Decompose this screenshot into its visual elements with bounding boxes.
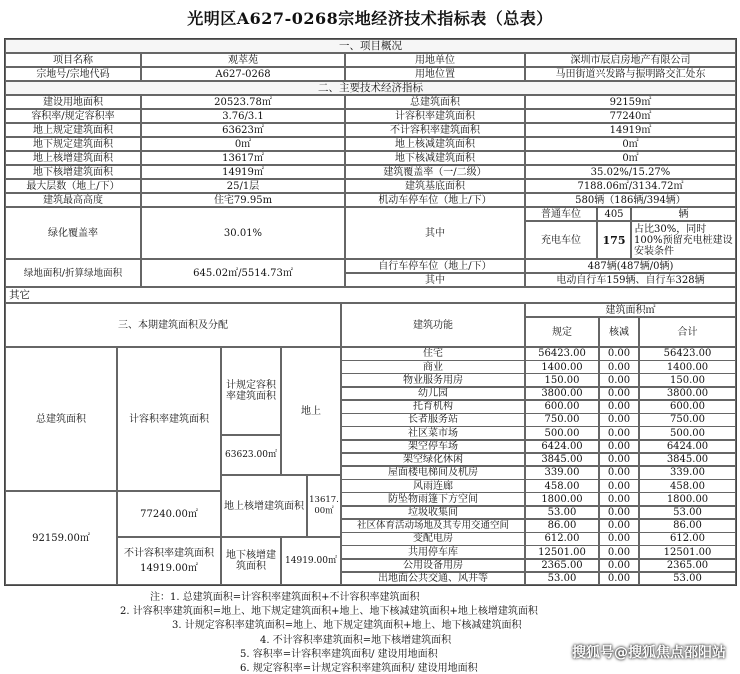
bike-detail: 电动自行车159辆、自行车328辆 — [525, 273, 736, 287]
reduced-area: 0.00 — [599, 453, 639, 467]
underground-bonus-value: 14919.00㎡ — [281, 537, 341, 585]
note-line: 4. 不计容积率建筑面积=地下核增建筑面积 — [260, 635, 452, 646]
reduced-area: 0.00 — [599, 373, 639, 387]
tech-label: 地下核减建筑面积 — [345, 151, 525, 165]
regular-parking-count: 405 — [597, 207, 631, 221]
total-area: 53.00 — [639, 506, 736, 520]
tech-value: 13617㎡ — [141, 151, 345, 165]
specified-area: 3800.00 — [525, 387, 599, 401]
counted-area-value: 77240.00㎡ — [117, 491, 221, 537]
note-line: 3. 计规定容积率建筑面积=地上、地下规定建筑面积+地上、地下核减建筑面积 — [172, 620, 522, 631]
green-area-label: 绿地面积/折算绿地面积 — [5, 259, 141, 287]
charging-parking-note: 占比30%，同时100%预留充电桩建设安装条件 — [631, 221, 736, 259]
section-area-allocation: 三、本期建筑面积及分配 — [5, 303, 341, 347]
total-area: 6424.00 — [639, 440, 736, 454]
specified-area: 458.00 — [525, 479, 599, 493]
tech-label: 不计容积率建筑面积 — [345, 123, 525, 137]
function-name: 风雨连廊 — [341, 479, 525, 493]
tech-label: 建筑最高高度 — [5, 193, 141, 207]
tech-label: 建筑基底面积 — [345, 179, 525, 193]
tech-value: 14919㎡ — [525, 123, 736, 137]
regular-parking-label: 普通车位 — [525, 207, 597, 221]
tech-label: 建筑覆盖率（一/二级） — [345, 165, 525, 179]
overview-label: 宗地号/宗地代码 — [5, 67, 141, 81]
section-other: 其它 — [5, 287, 736, 303]
total-area-label: 总建筑面积 — [5, 347, 117, 491]
tech-label: 容积率/规定容积率 — [5, 109, 141, 123]
reduced-area: 0.00 — [599, 492, 639, 506]
reduced-area: 0.00 — [599, 466, 639, 480]
specified-area: 1800.00 — [525, 492, 599, 506]
specified-area: 53.00 — [525, 506, 599, 520]
total-area: 2365.00 — [639, 559, 736, 573]
specified-area: 750.00 — [525, 413, 599, 427]
parking-among-label: 其中 — [345, 207, 525, 259]
not-counted-area-value: 14919.00㎡ — [140, 563, 198, 574]
specified-area: 1400.00 — [525, 360, 599, 374]
tech-label: 建设用地面积 — [5, 95, 141, 109]
total-area: 3800.00 — [639, 387, 736, 401]
function-name: 屋面楼电梯间及机房 — [341, 466, 525, 480]
reduced-area: 0.00 — [599, 360, 639, 374]
tech-label: 地上核增建筑面积 — [5, 151, 141, 165]
function-name: 商业 — [341, 360, 525, 374]
reduced-area: 0.00 — [599, 400, 639, 414]
col-reduced: 核减 — [599, 317, 639, 347]
function-name: 社区体育活动场地及其专用交通空间 — [341, 519, 525, 533]
above-ground-bonus-value: 13617.00㎡ — [307, 475, 341, 537]
total-area: 600.00 — [639, 400, 736, 414]
specified-area: 12501.00 — [525, 545, 599, 559]
total-area-value: 92159.00㎡ — [5, 491, 117, 585]
tech-label: 最大层数（地上/下） — [5, 179, 141, 193]
function-name: 长者服务站 — [341, 413, 525, 427]
specified-area: 3845.00 — [525, 453, 599, 467]
overview-label: 用地单位 — [345, 53, 525, 67]
total-area: 3845.00 — [639, 453, 736, 467]
not-counted-area — [117, 537, 221, 585]
reduced-area: 0.00 — [599, 387, 639, 401]
specified-area: 86.00 — [525, 519, 599, 533]
section-tech: 二、主要技术经济指标 — [5, 81, 736, 95]
total-area: 56423.00 — [639, 347, 736, 361]
total-area: 53.00 — [639, 572, 736, 586]
charging-parking-count: 175 — [597, 221, 631, 259]
tech-value: 14919㎡ — [141, 165, 345, 179]
green-coverage-value: 30.01% — [141, 207, 345, 259]
specified-area: 150.00 — [525, 373, 599, 387]
specified-area: 56423.00 — [525, 347, 599, 361]
specified-area: 500.00 — [525, 426, 599, 440]
specified-area: 2365.00 — [525, 559, 599, 573]
specified-area: 53.00 — [525, 572, 599, 586]
tech-value: 63623㎡ — [141, 123, 345, 137]
note-line: 2. 计容积率建筑面积=地上、地下规定建筑面积+地上、地下核减建筑面积+地上核增建筑面积 — [120, 606, 538, 617]
total-area: 750.00 — [639, 413, 736, 427]
area-head: 建筑面积㎡ — [525, 303, 736, 317]
above-ground-label: 地上 — [281, 347, 341, 475]
regular-parking-unit: 辆 — [631, 207, 736, 221]
specified-ratio-area-value: 63623.00㎡ — [221, 435, 281, 475]
index-table — [4, 38, 737, 586]
tech-label: 机动车停车位（地上/下） — [345, 193, 525, 207]
specified-area: 6424.00 — [525, 440, 599, 454]
total-area: 458.00 — [639, 479, 736, 493]
specified-area: 612.00 — [525, 532, 599, 546]
function-name: 托育机构 — [341, 400, 525, 414]
tech-value: 92159㎡ — [525, 95, 736, 109]
charging-parking-label: 充电车位 — [525, 221, 597, 259]
function-name: 社区菜市场 — [341, 426, 525, 440]
total-area: 1800.00 — [639, 492, 736, 506]
reduced-area: 0.00 — [599, 413, 639, 427]
specified-area: 339.00 — [525, 466, 599, 480]
total-area: 150.00 — [639, 373, 736, 387]
specified-area: 600.00 — [525, 400, 599, 414]
function-name: 垃圾收集间 — [341, 506, 525, 520]
note-line: 注：1. 总建筑面积=计容积率建筑面积+不计容积率建筑面积 — [150, 592, 420, 603]
function-name: 架空绿化休闲 — [341, 453, 525, 467]
section-overview: 一、项目概况 — [5, 39, 736, 53]
overview-label: 项目名称 — [5, 53, 141, 67]
note-line: 6. 规定容积率=计规定容积率建筑面积/ 建设用地面积 — [240, 663, 478, 674]
tech-value: 580辆（186辆/394辆） — [525, 193, 736, 207]
reduced-area: 0.00 — [599, 347, 639, 361]
tech-label: 计容积率建筑面积 — [345, 109, 525, 123]
page-title: 光明区A627-0268宗地经济技术指标表（总表） — [187, 9, 553, 28]
tech-value: 住宅79.95m — [141, 193, 345, 207]
reduced-area: 0.00 — [599, 479, 639, 493]
tech-label: 地上核减建筑面积 — [345, 137, 525, 151]
green-area-value: 645.02㎡/5514.73㎡ — [141, 259, 345, 287]
tech-value: 35.02%/15.27% — [525, 165, 736, 179]
overview-value: 观萃苑 — [141, 53, 345, 67]
tech-label: 总建筑面积 — [345, 95, 525, 109]
bike-parking-label: 自行车停车位（地上/下） — [345, 259, 525, 273]
tech-value: 77240㎡ — [525, 109, 736, 123]
function-name: 防坠物雨篷下方空间 — [341, 492, 525, 506]
tech-value: 0㎡ — [141, 137, 345, 151]
function-name: 幼儿园 — [341, 387, 525, 401]
tech-value: 0㎡ — [525, 151, 736, 165]
green-coverage-label: 绿化覆盖率 — [5, 207, 141, 259]
above-ground-bonus-label: 地上核增建筑面积 — [221, 475, 307, 537]
tech-label: 地下规定建筑面积 — [5, 137, 141, 151]
overview-value: 马田街道兴发路与振明路交汇处东 — [525, 67, 736, 81]
total-area: 1400.00 — [639, 360, 736, 374]
reduced-area: 0.00 — [599, 426, 639, 440]
tech-value: 20523.78㎡ — [141, 95, 345, 109]
function-head: 建筑功能 — [341, 303, 525, 347]
total-area: 612.00 — [639, 532, 736, 546]
total-area: 339.00 — [639, 466, 736, 480]
tech-value: 25/1层 — [141, 179, 345, 193]
function-name: 物业服务用房 — [341, 373, 525, 387]
tech-label: 地上规定建筑面积 — [5, 123, 141, 137]
function-name: 共用停车库 — [341, 545, 525, 559]
reduced-area: 0.00 — [599, 440, 639, 454]
function-name: 架空停车场 — [341, 440, 525, 454]
reduced-area: 0.00 — [599, 559, 639, 573]
counted-area-label: 计容积率建筑面积 — [117, 347, 221, 491]
reduced-area: 0.00 — [599, 506, 639, 520]
tech-value: 7188.06㎡/3134.72㎡ — [525, 179, 736, 193]
specified-ratio-area-label: 计规定容积率建筑面积 — [221, 347, 281, 435]
function-name: 公用设备用房 — [341, 559, 525, 573]
bike-among-label: 其中 — [345, 273, 525, 287]
reduced-area: 0.00 — [599, 572, 639, 586]
reduced-area: 0.00 — [599, 519, 639, 533]
watermark: 搜狐号@搜狐焦点邵阳站 — [572, 645, 726, 661]
col-total: 合计 — [639, 317, 736, 347]
overview-value: A627-0268 — [141, 67, 345, 81]
tech-value: 3.76/3.1 — [141, 109, 345, 123]
overview-label: 用地位置 — [345, 67, 525, 81]
overview-value: 深圳市辰启房地产有限公司 — [525, 53, 736, 67]
note-line: 5. 容积率=计容积率建筑面积/ 建设用地面积 — [240, 649, 438, 660]
tech-value: 0㎡ — [525, 137, 736, 151]
total-area: 12501.00 — [639, 545, 736, 559]
total-area: 500.00 — [639, 426, 736, 440]
function-name: 变配电房 — [341, 532, 525, 546]
not-counted-area-label: 不计容积率建筑面积 — [124, 548, 214, 559]
total-area: 86.00 — [639, 519, 736, 533]
reduced-area: 0.00 — [599, 545, 639, 559]
reduced-area: 0.00 — [599, 532, 639, 546]
underground-bonus-label: 地下核增建筑面积 — [221, 537, 281, 585]
tech-label: 地下核增建筑面积 — [5, 165, 141, 179]
bike-parking-value: 487辆(487辆/0辆) — [525, 259, 736, 273]
col-specified: 规定 — [525, 317, 599, 347]
function-name: 住宅 — [341, 347, 525, 361]
function-name: 出地面公共交通、风井等 — [341, 572, 525, 586]
